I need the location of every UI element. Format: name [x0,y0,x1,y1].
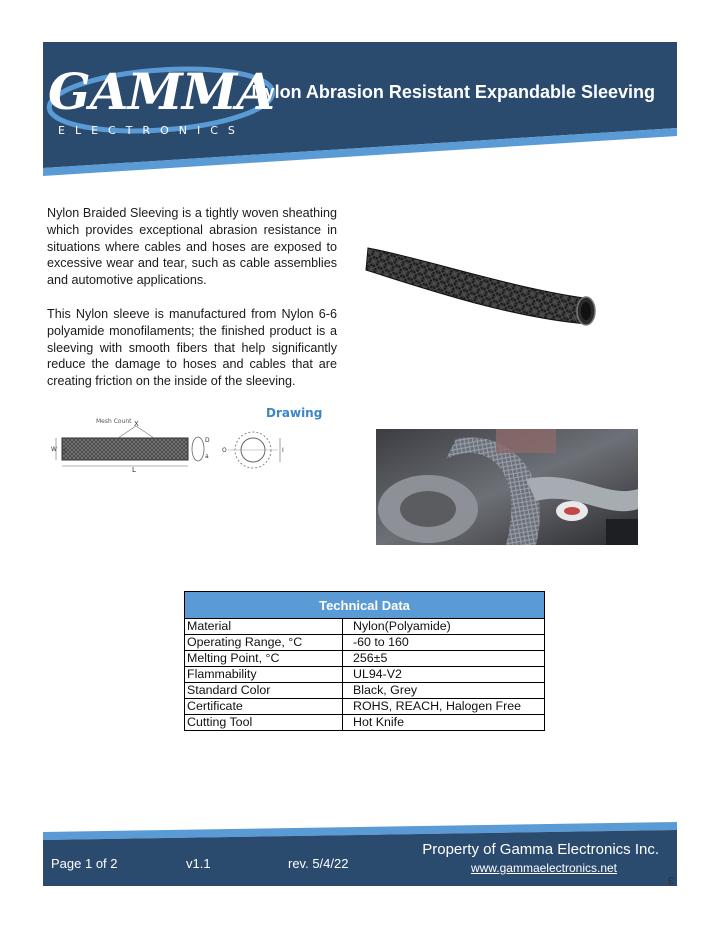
table-title: Technical Data [185,592,545,619]
description-paragraph-1: Nylon Braided Sleeving is a tightly woven sheathing which provides exceptional abrasion resistance in situations where cables and hoses are exposed to excessive wear and tear, such as cable assemblies and automotive applications. [47,206,337,288]
row-label: Certificate [185,699,343,715]
description-paragraph-2: This Nylon sleeve is manufactured from Nylon 6-6 polyamide monofilaments; the finished product is a sleeving with smooth fibers that help significantly reduce the damage to hoses and cables that are creating friction on the inside of the sleeving. [47,307,337,389]
row-label: Melting Point, °C [185,651,343,667]
row-value: Nylon(Polyamide) [343,619,545,635]
table-row [185,651,545,667]
page-title: Nylon Abrasion Resistant Expandable Sleeving [251,82,655,102]
drawing-i-label: I [282,447,284,454]
footer-revision: rev. 5/4/22 [288,856,349,871]
drawing-w-label: W [51,446,57,453]
footer-page-number: Page 1 of 2 [51,856,118,871]
drawing-a-label: a [205,453,209,460]
row-label: Operating Range, °C [185,635,343,651]
footer-banner [43,822,677,886]
page-mark: 3 [668,874,675,886]
footer-website-link[interactable]: www.gammaelectronics.net [470,861,617,875]
technical-data-table [184,591,545,731]
drawing-d-label: D [205,437,210,444]
table-row [185,699,545,715]
engine-application-photo [376,429,638,545]
table-row [185,619,545,635]
row-value: -60 to 160 [343,635,545,651]
logo-subtitle: ELECTRONICS [58,124,245,137]
row-value: Black, Grey [343,683,545,699]
drawing-s-label: S [63,448,67,455]
row-value: 256±5 [343,651,545,667]
row-value: UL94-V2 [343,667,545,683]
footer-version: v1.1 [186,856,211,871]
sleeve-product-image [362,236,602,336]
row-value: ROHS, REACH, Halogen Free [343,699,545,715]
sleeve-dimension-drawing [48,414,298,476]
header-banner [43,42,677,180]
drawing-l-label: L [132,466,136,474]
table-row [185,683,545,699]
table-row [185,667,545,683]
row-label: Material [185,619,343,635]
mesh-count-label: Mesh Count [96,418,132,425]
row-label: Cutting Tool [185,715,343,731]
drawing-label: Drawing [266,406,323,420]
table-row [185,715,545,731]
row-label: Flammability [185,667,343,683]
drawing-x-label: X [134,420,139,428]
row-label: Standard Color [185,683,343,699]
table-row [185,635,545,651]
row-value: Hot Knife [343,715,545,731]
logo-wordmark: GAMMA [48,62,274,121]
footer-property: Property of Gamma Electronics Inc. [422,841,659,858]
drawing-o-label: O [222,447,227,454]
